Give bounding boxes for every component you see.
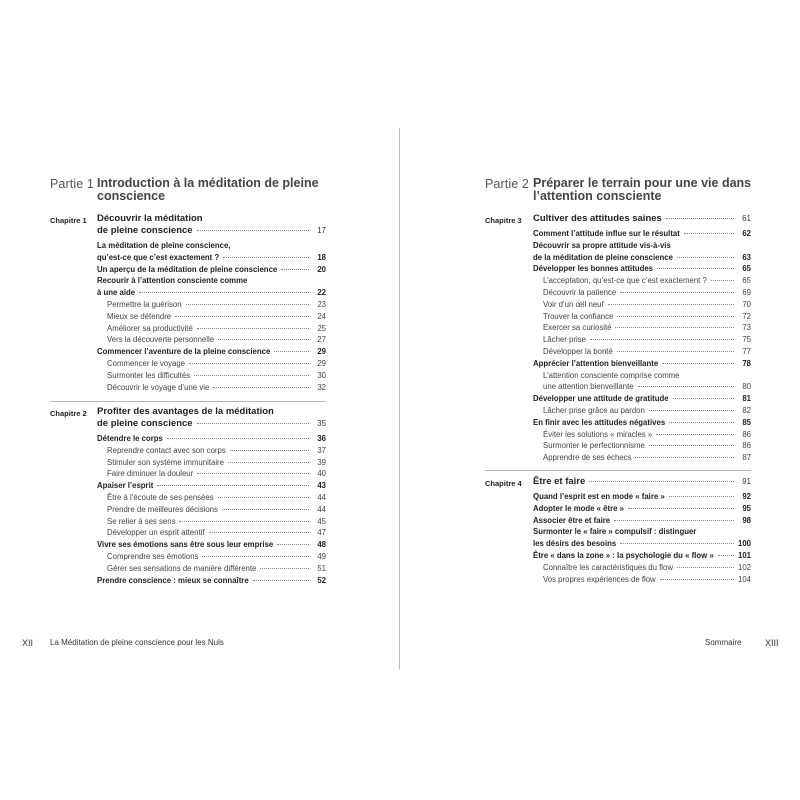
page-number-left: XII xyxy=(22,638,34,648)
part-heading xyxy=(485,177,751,207)
entry-text: Trouver la confiance xyxy=(543,311,614,321)
entry-text: Comprendre ses émotions xyxy=(107,552,199,561)
toc-entry xyxy=(533,417,751,429)
toc-entry xyxy=(97,575,326,587)
dot-leader xyxy=(260,567,309,569)
dot-leader xyxy=(228,461,309,463)
entry-text: Surmonter le perfectionnisme xyxy=(543,441,645,451)
chapter-label: Chapitre 4 xyxy=(485,479,522,488)
dot-leader xyxy=(277,543,309,545)
toc-entry xyxy=(107,358,326,370)
entry-page-number: 36 xyxy=(317,434,326,443)
toc-entry xyxy=(97,539,326,551)
entry-page-number: 48 xyxy=(317,540,326,550)
toc-entry xyxy=(107,323,326,335)
chapter-divider xyxy=(485,470,751,471)
chapter-page-number: 35 xyxy=(317,419,326,428)
dot-leader xyxy=(209,531,309,533)
dot-leader xyxy=(197,229,309,231)
chapter-page-number: 61 xyxy=(742,214,751,223)
entry-page-number: 65 xyxy=(742,264,751,274)
dot-leader xyxy=(635,456,734,458)
toc-entry xyxy=(107,311,326,323)
toc-entry xyxy=(533,393,751,405)
entry-page-number: 73 xyxy=(742,323,751,333)
entry-text: Connaître les caractéristiques du flow xyxy=(543,562,674,572)
toc-entry xyxy=(97,433,326,445)
dot-leader xyxy=(234,245,309,246)
entry-text: Associer être et faire xyxy=(533,515,611,525)
dot-leader xyxy=(660,578,734,580)
toc-entry xyxy=(107,382,326,394)
entry-page-number: 70 xyxy=(742,299,751,309)
dot-leader xyxy=(202,555,309,557)
dot-leader xyxy=(218,338,309,340)
chapter-title: de pleine conscience xyxy=(97,418,193,429)
entry-text: Lâcher prise grâce au pardon xyxy=(543,406,645,415)
entry-page-number: 104 xyxy=(737,574,751,584)
entry-text: Vivre ses émotions sans être sous leur emprise xyxy=(97,540,274,550)
entry-page-number: 80 xyxy=(742,382,751,392)
toc-entry xyxy=(543,334,751,346)
dot-leader xyxy=(179,520,309,522)
entry-page-number: 44 xyxy=(317,493,326,502)
entry-page-number: 29 xyxy=(317,359,326,368)
entry-text: Adopter le mode « être » xyxy=(533,503,624,513)
toc-entry xyxy=(533,503,751,515)
dot-leader xyxy=(175,315,309,317)
toc-entry xyxy=(533,228,751,240)
chapter-title-line xyxy=(97,213,326,225)
chapter-title-line xyxy=(533,213,751,225)
entry-page-number: 40 xyxy=(317,469,326,479)
dot-leader xyxy=(656,433,734,435)
chapter-title: Être et faire xyxy=(533,476,586,487)
entry-text: Stimuler son système immunitaire xyxy=(107,457,224,467)
entry-text: Surmonter le « faire » compulsif : distinguer xyxy=(533,527,697,537)
chapter-title: Cultiver des attitudes saines xyxy=(533,213,662,224)
entry-text: Recourir à l’attention consciente comme xyxy=(97,276,248,286)
entry-page-number: 78 xyxy=(742,358,751,368)
chapter-page-number: 91 xyxy=(742,477,751,486)
entry-text: Commencer l’aventure de la pleine conscience xyxy=(97,347,271,357)
entry-page-number: 62 xyxy=(742,229,751,238)
entry-page-number: 92 xyxy=(742,492,751,501)
toc-entry xyxy=(543,452,751,464)
dot-leader xyxy=(222,508,309,510)
entry-text: Permettre la guérison xyxy=(107,300,182,309)
toc-entry xyxy=(533,491,751,503)
dot-leader xyxy=(194,374,309,376)
toc-entry xyxy=(533,515,751,527)
entry-page-number: 101 xyxy=(737,551,751,560)
entry-page-number: 72 xyxy=(742,311,751,321)
entry-page-number: 24 xyxy=(317,311,326,321)
dot-leader xyxy=(274,350,309,352)
dot-leader xyxy=(677,566,734,568)
entry-text: Mieux se détendre xyxy=(107,311,172,321)
dot-leader xyxy=(281,268,309,270)
toc-entry xyxy=(533,240,751,252)
entry-page-number: 63 xyxy=(742,252,751,262)
toc-entry xyxy=(533,526,751,538)
dot-leader xyxy=(213,386,309,388)
toc-entry xyxy=(107,370,326,382)
dot-leader xyxy=(620,542,734,544)
entry-page-number: 49 xyxy=(317,552,326,561)
toc-entry xyxy=(97,346,326,358)
page-number-right: XIII xyxy=(765,638,779,648)
toc-entry xyxy=(107,563,326,575)
toc-entry xyxy=(97,287,326,299)
chapter-label: Chapitre 1 xyxy=(50,216,87,225)
part-label: Partie 2 xyxy=(485,177,529,191)
entry-text: Améliorer sa productivité xyxy=(107,323,193,333)
entry-text: En finir avec les attitudes négatives xyxy=(533,417,666,427)
chapter-divider xyxy=(50,401,326,402)
dot-leader xyxy=(608,303,734,305)
dot-leader xyxy=(157,484,309,486)
chapter-title: de pleine conscience xyxy=(97,225,193,236)
entry-page-number: 43 xyxy=(317,481,326,491)
toc-entry xyxy=(543,405,751,417)
entry-page-number: 87 xyxy=(742,453,751,463)
chapter-title-line xyxy=(97,225,326,237)
entry-page-number: 52 xyxy=(317,575,326,585)
toc-entry xyxy=(543,429,751,441)
running-title-left: La Méditation de pleine conscience pour les Nuls xyxy=(50,638,224,647)
entry-text: L’attention consciente comprise comme xyxy=(543,370,680,380)
dot-leader xyxy=(589,480,734,482)
entry-page-number: 75 xyxy=(742,335,751,345)
entry-page-number: 18 xyxy=(317,252,326,262)
chapter-label: Chapitre 2 xyxy=(50,409,87,418)
dot-leader xyxy=(638,385,734,387)
entry-text: de la méditation de pleine conscience xyxy=(533,252,673,262)
toc-entry xyxy=(543,346,751,358)
entry-page-number: 85 xyxy=(742,417,751,427)
entry-text: les désirs des besoins xyxy=(533,539,617,549)
dot-leader xyxy=(677,256,734,258)
dot-leader xyxy=(684,232,734,234)
entry-page-number: 77 xyxy=(742,347,751,356)
toc-entry xyxy=(543,440,751,452)
entry-text: Découvrir le voyage d’une vie xyxy=(107,382,210,392)
entry-page-number: 69 xyxy=(742,288,751,297)
dot-leader xyxy=(620,291,734,293)
entry-page-number: 47 xyxy=(317,528,326,538)
dot-leader xyxy=(139,291,309,293)
entry-page-number: 51 xyxy=(317,563,326,573)
part-title: Introduction à la méditation de pleine conscience xyxy=(97,176,319,203)
part-label: Partie 1 xyxy=(50,177,94,191)
entry-page-number: 86 xyxy=(742,441,751,451)
dot-leader xyxy=(189,362,309,364)
entry-text: Apaiser l’esprit xyxy=(97,481,154,491)
entry-page-number: 81 xyxy=(742,394,751,404)
dot-leader xyxy=(218,496,309,498)
entry-text: Découvrir la patience xyxy=(543,288,617,297)
entry-text: L’acceptation, qu’est-ce que c’est exactement ? xyxy=(543,276,707,286)
entry-text: Exercer sa curiosité xyxy=(543,323,612,333)
entry-text: Comment l’attitude influe sur le résultat xyxy=(533,229,680,238)
toc-entry xyxy=(543,574,751,586)
entry-text: Quand l’esprit est en mode « faire » xyxy=(533,492,665,501)
entry-page-number: 95 xyxy=(742,503,751,513)
chapter-label: Chapitre 3 xyxy=(485,216,522,225)
entry-page-number: 29 xyxy=(317,347,326,357)
toc-entry xyxy=(533,358,751,370)
part-heading xyxy=(50,177,326,207)
entry-text: Se relier à ses sens xyxy=(107,516,176,526)
entry-page-number: 45 xyxy=(317,516,326,526)
dot-leader xyxy=(251,280,309,281)
entry-text: Un aperçu de la méditation de pleine conscience xyxy=(97,264,278,274)
entry-page-number: 20 xyxy=(317,264,326,274)
toc-entry xyxy=(543,562,751,574)
entry-text: La méditation de pleine conscience, xyxy=(97,241,231,250)
toc-entry xyxy=(533,263,751,275)
toc-entry xyxy=(107,457,326,469)
dot-leader xyxy=(675,245,734,246)
entry-text: Voir d’un œil neuf xyxy=(543,299,604,309)
toc-entry xyxy=(543,381,751,393)
entry-page-number: 27 xyxy=(317,335,326,345)
dot-leader xyxy=(684,375,734,376)
dot-leader xyxy=(230,449,309,451)
entry-text: Reprendre contact avec son corps xyxy=(107,445,226,455)
dot-leader xyxy=(711,279,734,281)
entry-text: Vers la découverte personnelle xyxy=(107,335,215,345)
entry-text: Faire diminuer la douleur xyxy=(107,469,194,479)
entry-text: Prendre conscience : mieux se connaître xyxy=(97,575,249,585)
entry-text: Prendre de meilleures décisions xyxy=(107,504,218,514)
chapter-page-number: 17 xyxy=(317,226,326,235)
entry-page-number: 25 xyxy=(317,323,326,333)
dot-leader xyxy=(718,554,734,556)
entry-page-number: 22 xyxy=(317,288,326,298)
toc-entry xyxy=(107,445,326,457)
dot-leader xyxy=(649,444,734,446)
dot-leader xyxy=(186,303,309,305)
entry-page-number: 39 xyxy=(317,457,326,467)
entry-page-number: 102 xyxy=(737,562,751,572)
entry-page-number: 30 xyxy=(317,370,326,380)
entry-text: Gérer ses sensations de manière différente xyxy=(107,563,257,573)
entry-page-number: 37 xyxy=(317,445,326,455)
entry-text: Vos propres expériences de flow xyxy=(543,574,656,584)
running-title-right: Sommaire xyxy=(705,638,742,647)
entry-page-number: 100 xyxy=(737,539,751,549)
dot-leader xyxy=(628,507,734,509)
entry-page-number: 98 xyxy=(742,515,751,525)
dot-leader xyxy=(666,217,734,219)
toc-entry xyxy=(97,252,326,264)
toc-entry xyxy=(107,516,326,528)
dot-leader xyxy=(167,437,309,439)
dot-leader xyxy=(673,397,734,399)
entry-text: Détendre le corps xyxy=(97,434,163,443)
toc-entry xyxy=(97,480,326,492)
entry-page-number: 23 xyxy=(317,300,326,309)
dot-leader xyxy=(590,338,734,340)
entry-text: qu’est-ce que c’est exactement ? xyxy=(97,252,220,262)
book-spine xyxy=(399,128,400,670)
dot-leader xyxy=(197,472,309,474)
entry-page-number: 65 xyxy=(742,276,751,286)
entry-text: Développer un esprit attentif xyxy=(107,528,205,538)
dot-leader xyxy=(649,409,734,411)
toc-entry xyxy=(533,538,751,550)
toc-entry xyxy=(107,468,326,480)
dot-leader xyxy=(669,495,734,497)
toc-entry xyxy=(533,550,751,562)
toc-entry xyxy=(97,264,326,276)
toc-entry xyxy=(97,275,326,287)
toc-entry xyxy=(543,311,751,323)
dot-leader xyxy=(197,327,309,329)
toc-entry xyxy=(107,334,326,346)
entry-page-number: 82 xyxy=(742,406,751,415)
entry-page-number: 86 xyxy=(742,429,751,439)
dot-leader xyxy=(614,519,734,521)
toc-entry xyxy=(107,299,326,311)
entry-text: Apprécier l’attention bienveillante xyxy=(533,358,659,368)
toc-entry xyxy=(543,299,751,311)
dot-leader xyxy=(657,267,734,269)
chapter-title-line xyxy=(97,406,326,418)
entry-text: Être « dans la zone » : la psychologie du « flow » xyxy=(533,551,714,560)
chapter-title: Découvrir la méditation xyxy=(97,213,203,224)
chapter-title: Profiter des avantages de la méditation xyxy=(97,406,274,417)
dot-leader xyxy=(617,350,734,352)
entry-page-number: 32 xyxy=(317,382,326,392)
entry-text: Lâcher prise xyxy=(543,335,586,345)
entry-text: Apprendre de ses échecs xyxy=(543,453,632,463)
entry-text: Développer une attitude de gratitude xyxy=(533,394,669,404)
dot-leader xyxy=(617,315,734,317)
part-title: Préparer le terrain pour une vie dans l’attention consciente xyxy=(533,176,752,203)
dot-leader xyxy=(662,362,734,364)
dot-leader xyxy=(197,422,309,424)
chapter-title-line xyxy=(533,476,751,488)
dot-leader xyxy=(700,531,734,532)
toc-entry xyxy=(543,322,751,334)
entry-text: Découvrir sa propre attitude vis-à-vis xyxy=(533,240,671,250)
entry-text: Développer la bonté xyxy=(543,347,613,356)
toc-entry xyxy=(107,504,326,516)
toc-entry xyxy=(533,252,751,264)
dot-leader xyxy=(223,256,309,258)
entry-text: Éviter les solutions « miracles » xyxy=(543,429,653,439)
dot-leader xyxy=(669,421,734,423)
toc-entry xyxy=(107,492,326,504)
toc-entry xyxy=(107,527,326,539)
toc-entry xyxy=(543,287,751,299)
dot-leader xyxy=(615,326,734,328)
entry-text: Surmonter les difficultés xyxy=(107,370,191,380)
entry-text: à une aide xyxy=(97,288,136,298)
dot-leader xyxy=(253,579,309,581)
toc-entry xyxy=(107,551,326,563)
entry-text: Être à l’écoute de ses pensées xyxy=(107,493,214,502)
entry-text: une attention bienveillante xyxy=(543,382,634,392)
entry-text: Commencer le voyage xyxy=(107,359,186,368)
toc-entry xyxy=(97,240,326,252)
toc-entry xyxy=(543,370,751,382)
toc-entry xyxy=(543,275,751,287)
chapter-title-line xyxy=(97,418,326,430)
entry-page-number: 44 xyxy=(317,504,326,514)
entry-text: Développer les bonnes attitudes xyxy=(533,264,654,274)
